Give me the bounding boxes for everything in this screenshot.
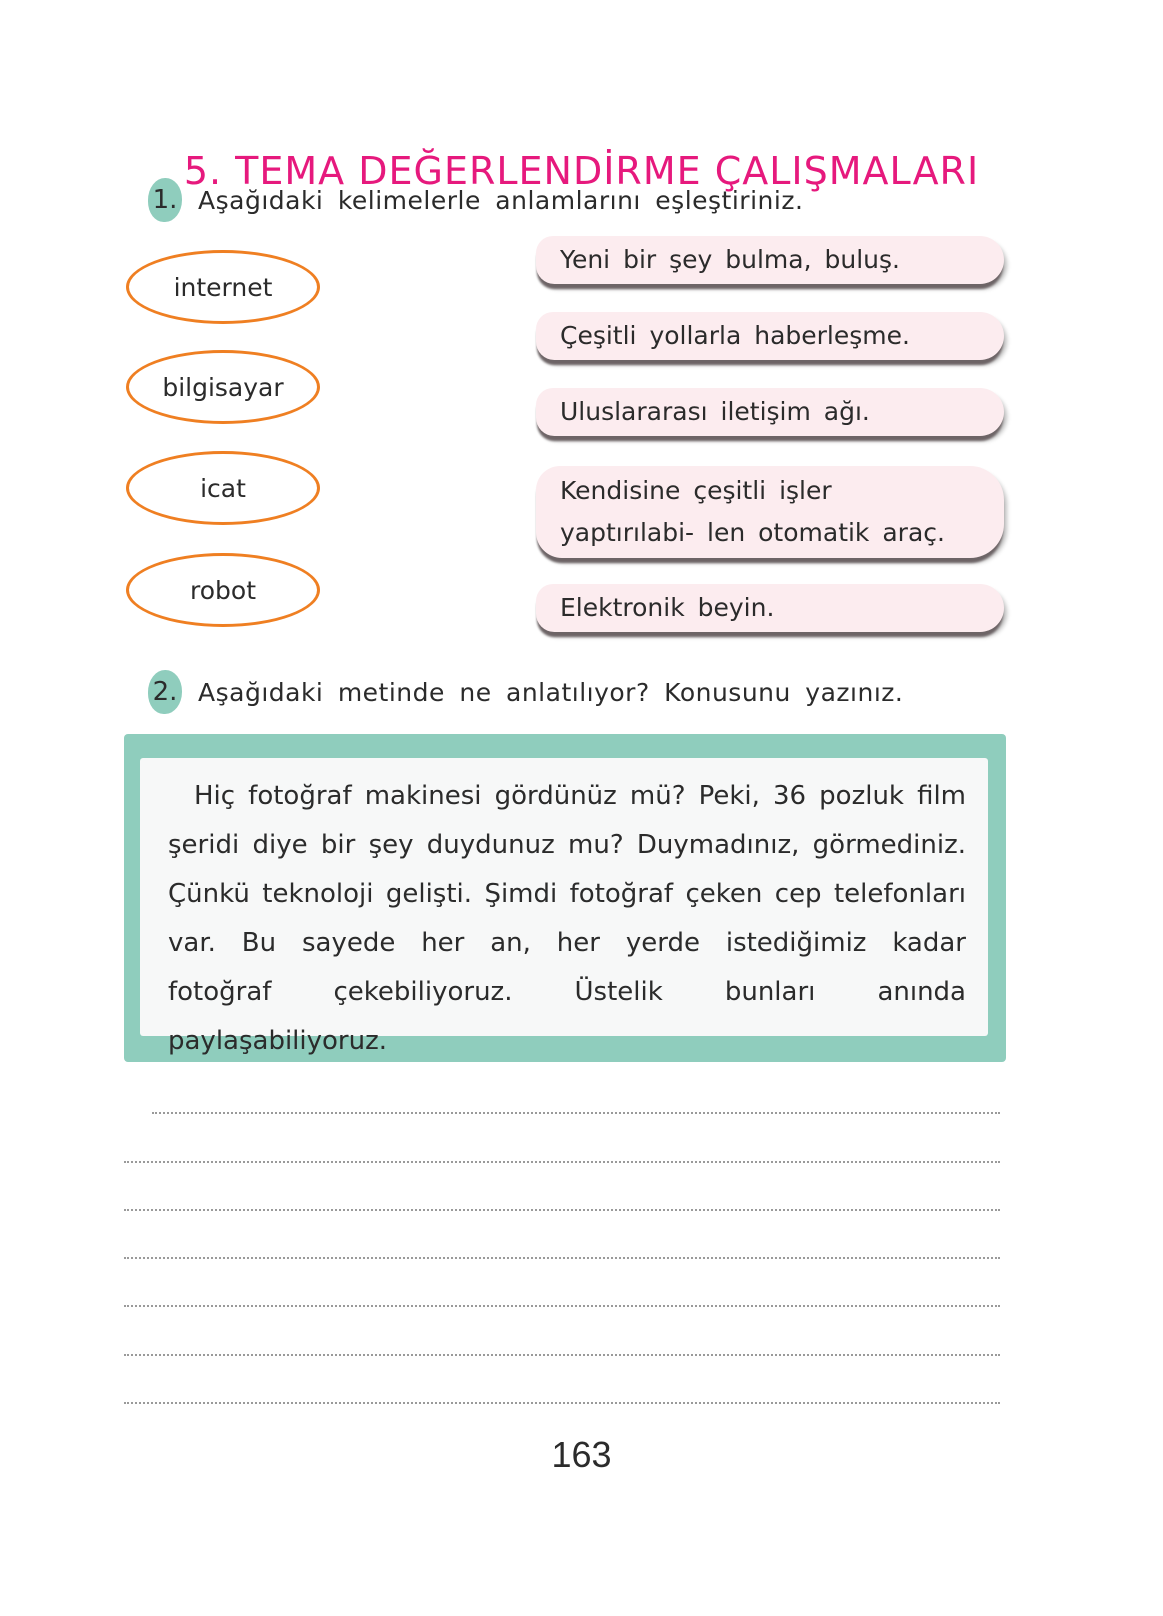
question-2-prompt: Aşağıdaki metinde ne anlatılıyor? Konusunu yazınız.: [198, 677, 904, 707]
meaning-pill-3[interactable]: Uluslararası iletişim ağı.: [536, 388, 1004, 436]
passage-text: Hiç fotoğraf makinesi gördünüz mü? Peki, 36 pozluk film şeridi diye bir şey duydunuz mu? Duymadınız, görmediniz. Çünkü teknoloji gelişti. Şimdi fotoğraf çeken cep telefonları var. Bu sayede her an, her yerde istediğimiz kadar fotoğraf çekebiliyoruz. Üstelik bunları anında paylaşabiliyoruz.: [168, 781, 966, 1056]
page-number: 163: [551, 1434, 612, 1475]
question-number-badge: 2.: [148, 670, 182, 714]
word-oval-bilgisayar[interactable]: bilgisayar: [126, 350, 320, 424]
question-2-header: [148, 670, 903, 714]
answer-line[interactable]: [124, 1257, 1000, 1259]
word-oval-robot[interactable]: robot: [126, 553, 320, 627]
meaning-pill-5[interactable]: Elektronik beyin.: [536, 584, 1004, 632]
answer-line[interactable]: [124, 1161, 1000, 1163]
answer-line[interactable]: [124, 1354, 1000, 1356]
answer-line[interactable]: [124, 1305, 1000, 1307]
answer-line[interactable]: [152, 1112, 1000, 1114]
page-title: 5. TEMA DEĞERLENDİRME ÇALIŞMALARI: [183, 149, 980, 194]
meaning-pill-4[interactable]: Kendisine çeşitli işler yaptırılabi- len otomatik araç.: [536, 466, 1004, 558]
word-oval-internet[interactable]: internet: [126, 250, 320, 324]
question-1-header: [148, 178, 803, 222]
answer-line[interactable]: [124, 1209, 1000, 1211]
question-number-badge: 1.: [148, 178, 182, 222]
word-oval-icat[interactable]: icat: [126, 451, 320, 525]
question-1-prompt: Aşağıdaki kelimelerle anlamlarını eşleştiriniz.: [198, 185, 804, 215]
answer-line[interactable]: [124, 1402, 1000, 1404]
meaning-pill-2[interactable]: Çeşitli yollarla haberleşme.: [536, 312, 1004, 360]
meaning-pill-1[interactable]: Yeni bir şey bulma, buluş.: [536, 236, 1004, 284]
